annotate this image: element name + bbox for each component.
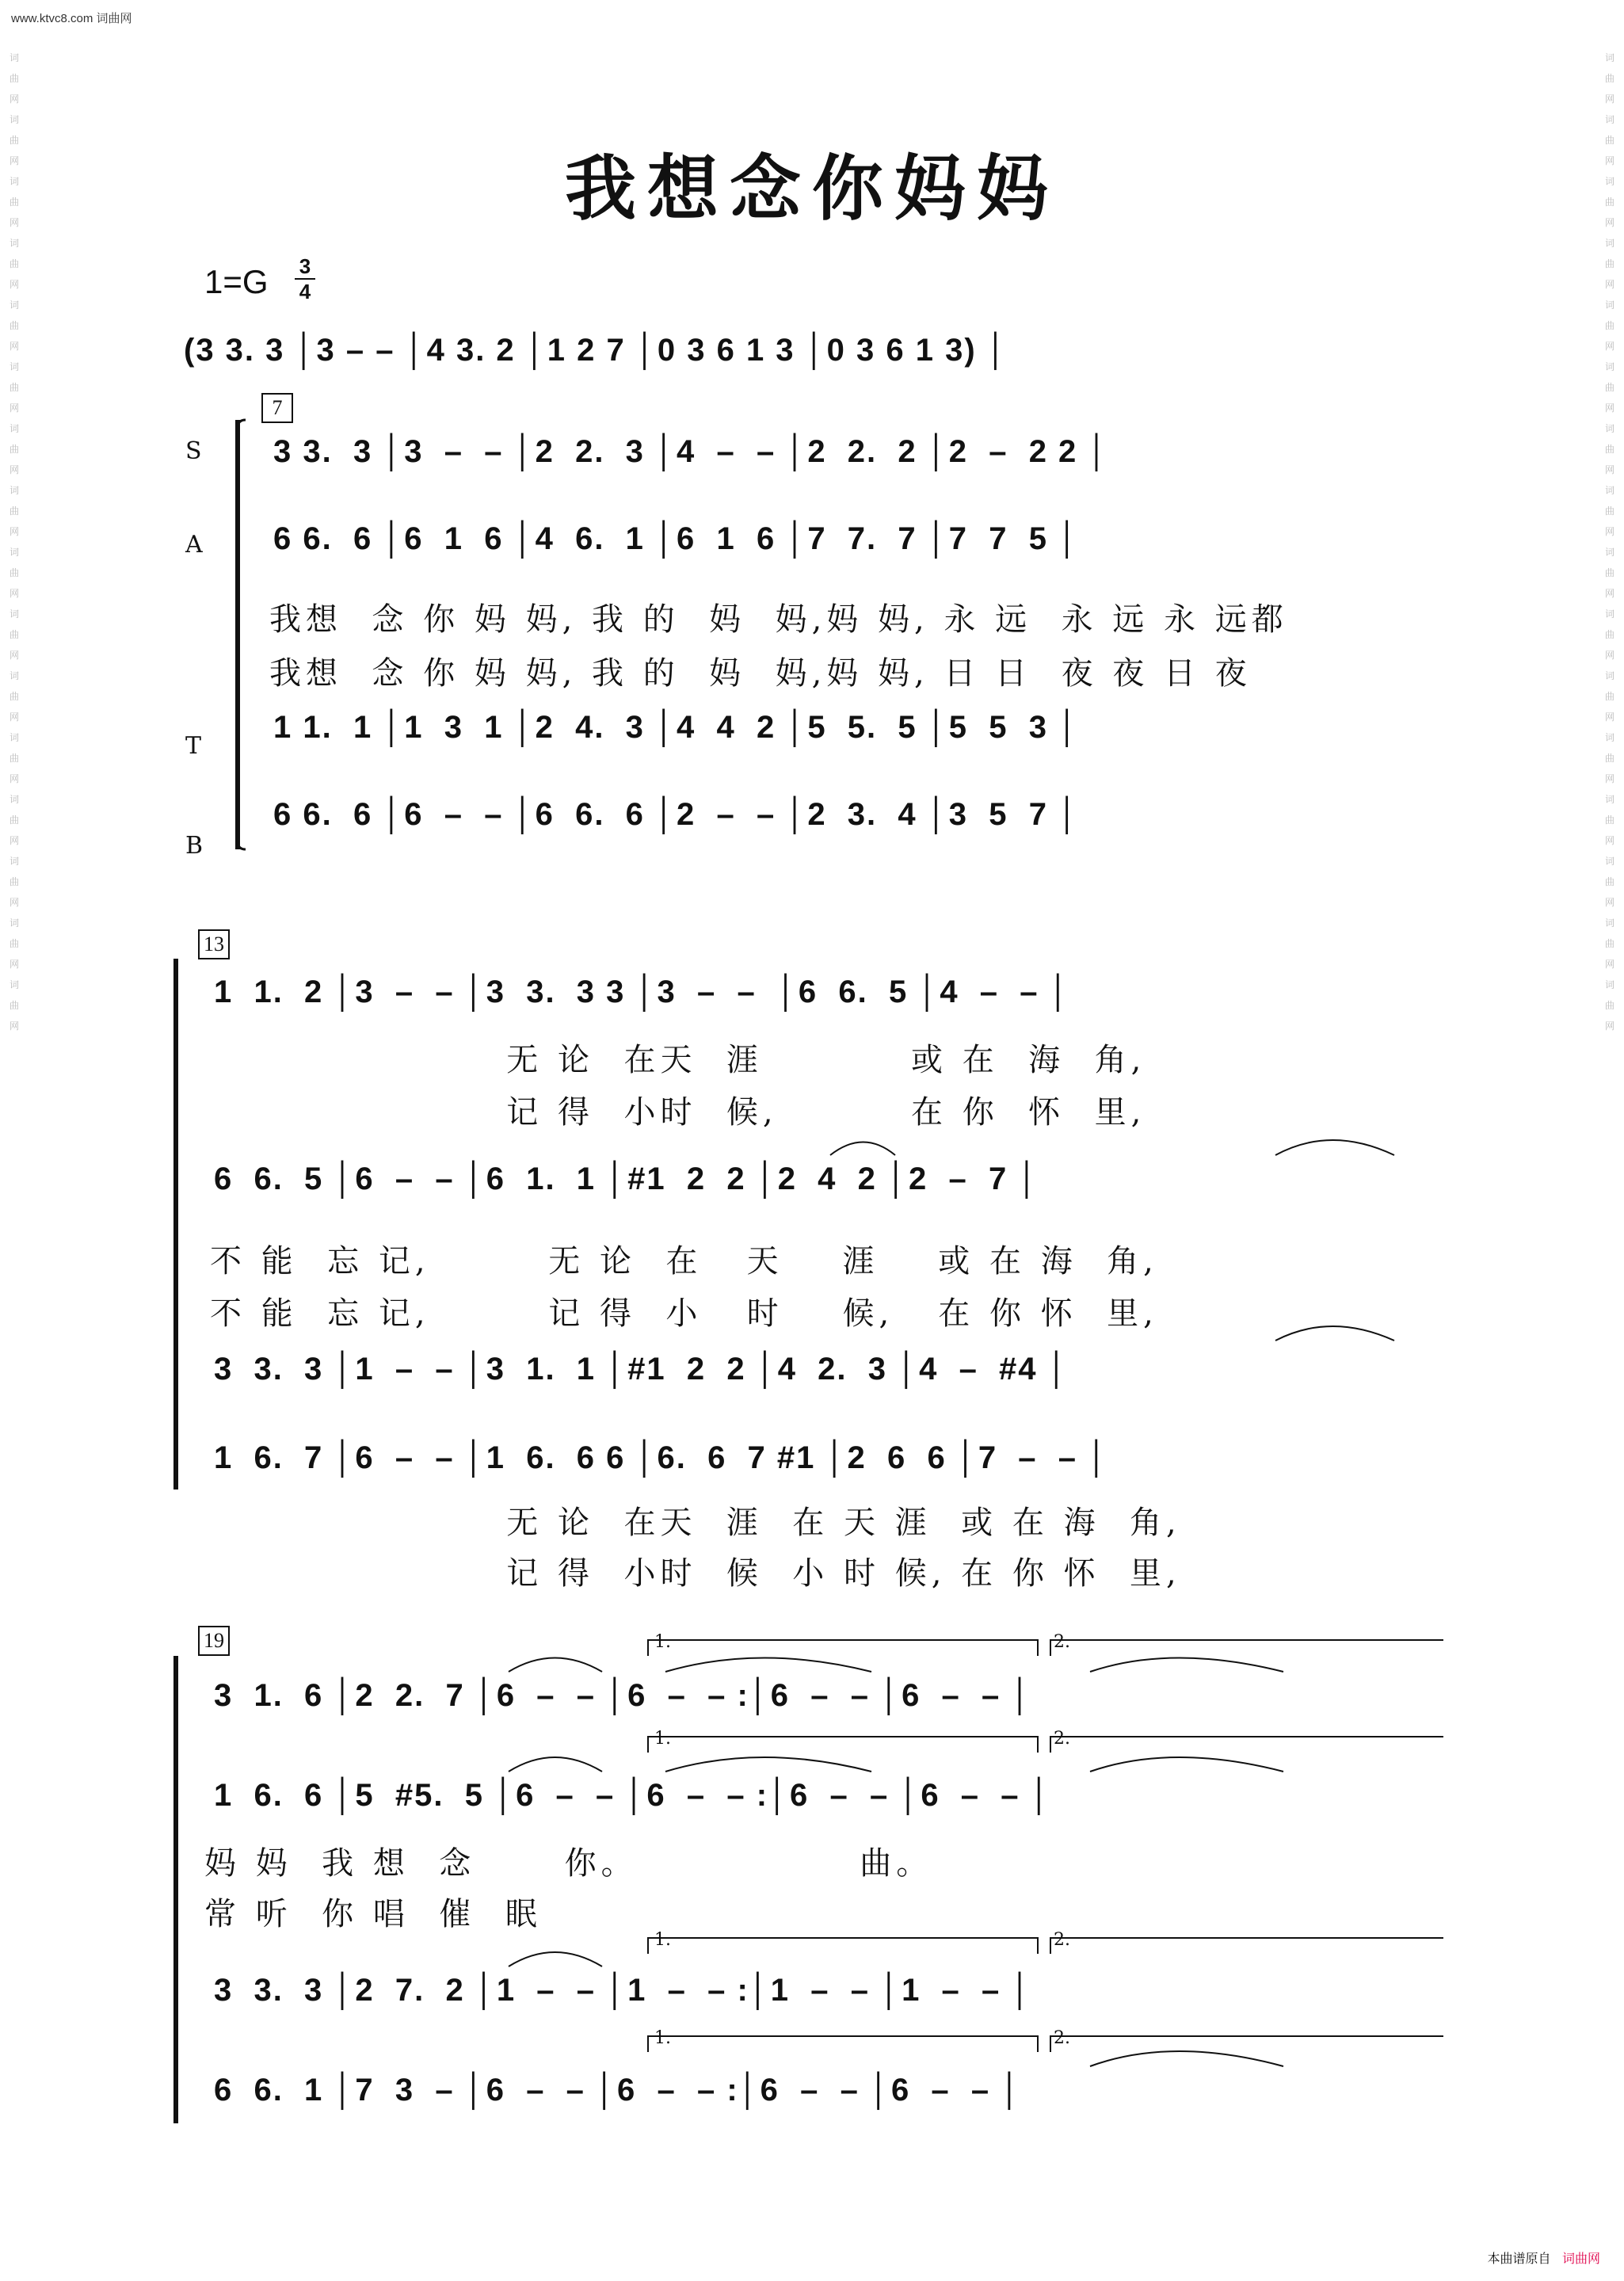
- staff-line: 1 1. 1 │1 3 1 │2 4. 3 │4 4 2 │5 5. 5 │5 5 3 │: [273, 710, 1081, 745]
- side-watermark-left: 词曲网词曲网词曲网词曲网词曲网词曲网词曲网词曲网词曲网词曲网词曲网词曲网词曲网词曲网词曲网词曲网: [9, 52, 19, 1032]
- page-title: 我想念你妈妈: [565, 147, 1059, 231]
- staff-line: 3 1. 6 │2 2. 7 │6 – – │6 – – :│6 – – │6 – – │: [214, 1678, 1033, 1713]
- staff-line: 1 6. 7 │6 – – │1 6. 6 6 │6. 6 7 #1 │2 6 6 │7 – – │: [214, 1440, 1110, 1475]
- staff-line: 1 1. 2 │3 – – │3 3. 3 3 │3 – – │6 6. 5 │4 – – │: [214, 975, 1071, 1009]
- staff-line: 3 3. 3 │2 7. 2 │1 – – │1 – – :│1 – – │1 – – │: [214, 1973, 1033, 2008]
- voice-label-b: B: [185, 832, 204, 860]
- lyric-line: 我想 念 你 妈 妈, 我 的 妈 妈,妈 妈, 永 远 永 远 永 远都: [269, 601, 1288, 638]
- voice-label-a: A: [185, 531, 203, 559]
- measure-number: 19: [198, 1626, 230, 1656]
- staff-line: 3 3. 3 │3 – – │2 2. 3 │4 – – │2 2. 2 │2 – 2 2 │: [273, 434, 1110, 469]
- lyric-line: 常 听 你 唱 催 眠: [204, 1896, 542, 1932]
- staff-line: 6 6. 6 │6 1 6 │4 6. 1 │6 1 6 │7 7. 7 │7 7 5 │: [273, 521, 1081, 556]
- tie: [665, 1757, 871, 1772]
- tie: [509, 1952, 602, 1966]
- staff-line: 1 6. 6 │5 #5. 5 │6 – – │6 – – :│6 – – │6 – – │: [214, 1778, 1052, 1813]
- intro-line: (3 3. 3 │3 – – │4 3. 2 │1 2 7 │0 3 6 1 3 │0 3 6 1 3) │: [184, 333, 1008, 368]
- tie: [665, 1658, 871, 1673]
- voice-label-s: S: [185, 437, 202, 465]
- volta-second: 2.: [1054, 1930, 1070, 1950]
- volta-second: 2.: [1054, 1632, 1070, 1652]
- volta-second: 2.: [1054, 1729, 1070, 1749]
- lyric-line: 无 论 在天 涯 或 在 海 角,: [210, 1042, 1146, 1078]
- tie: [1090, 2051, 1283, 2066]
- lyric-line: 记 得 小时 候, 在 你 怀 里,: [210, 1094, 1146, 1131]
- time-signature-bottom: 4: [299, 280, 311, 303]
- measure-number: 7: [261, 393, 293, 423]
- lyric-line: 不 能 忘 记, 记 得 小 时 候, 在 你 怀 里,: [210, 1295, 1158, 1332]
- footer: [1488, 2249, 1600, 2267]
- footer-brand[interactable]: 词曲网: [1561, 2252, 1600, 2266]
- volta-second: 2.: [1054, 2028, 1070, 2048]
- voice-label-t: T: [185, 732, 202, 760]
- staff-line: 6 6. 5 │6 – – │6 1. 1 │#1 2 2 │2 4 2 │2 – 7 │: [214, 1161, 1040, 1196]
- tie: [1275, 1326, 1394, 1341]
- lyric-line: 记 得 小时 候 小 时 候, 在 你 怀 里,: [210, 1555, 1181, 1592]
- volta-first: 1.: [654, 1729, 671, 1749]
- staff-line: 6 6. 6 │6 – – │6 6. 6 │2 – – │2 3. 4 │3 5 7 │: [273, 797, 1081, 832]
- time-signature-top: 3: [299, 254, 311, 278]
- staff-line: 3 3. 3 │1 – – │3 1. 1 │#1 2 2 │4 2. 3 │4 – #4 │: [214, 1352, 1069, 1387]
- lyric-line: 无 论 在天 涯 在 天 涯 或 在 海 角,: [210, 1505, 1181, 1541]
- footer-text: 本曲谱原自: [1487, 2252, 1551, 2266]
- tie: [1090, 1757, 1283, 1772]
- tie: [830, 1142, 895, 1156]
- lyric-line: 我想 念 你 妈 妈, 我 的 妈 妈,妈 妈, 日 日 夜 夜 日 夜: [269, 655, 1252, 692]
- tie: [509, 1757, 602, 1772]
- staff-line: 6 6. 1 │7 3 – │6 – – │6 – – :│6 – – │6 – – │: [214, 2073, 1023, 2107]
- tie: [509, 1658, 602, 1673]
- tie: [1090, 1658, 1283, 1673]
- lyric-line: 不 能 忘 记, 无 论 在 天 涯 或 在 海 角,: [210, 1243, 1158, 1280]
- volta-first: 1.: [654, 1632, 671, 1652]
- volta-first: 1.: [654, 2028, 671, 2048]
- key-signature: 1=G: [204, 263, 269, 300]
- measure-number: 13: [198, 929, 230, 959]
- site-header: www.ktvc8.com 词曲网: [11, 12, 132, 25]
- volta-first: 1.: [654, 1930, 671, 1950]
- side-watermark-right: 词曲网词曲网词曲网词曲网词曲网词曲网词曲网词曲网词曲网词曲网词曲网词曲网词曲网词曲网词曲网词曲网: [1604, 52, 1614, 1032]
- tie: [1275, 1140, 1394, 1155]
- lyric-line: 妈 妈 我 想 念 你。 曲。: [204, 1845, 933, 1882]
